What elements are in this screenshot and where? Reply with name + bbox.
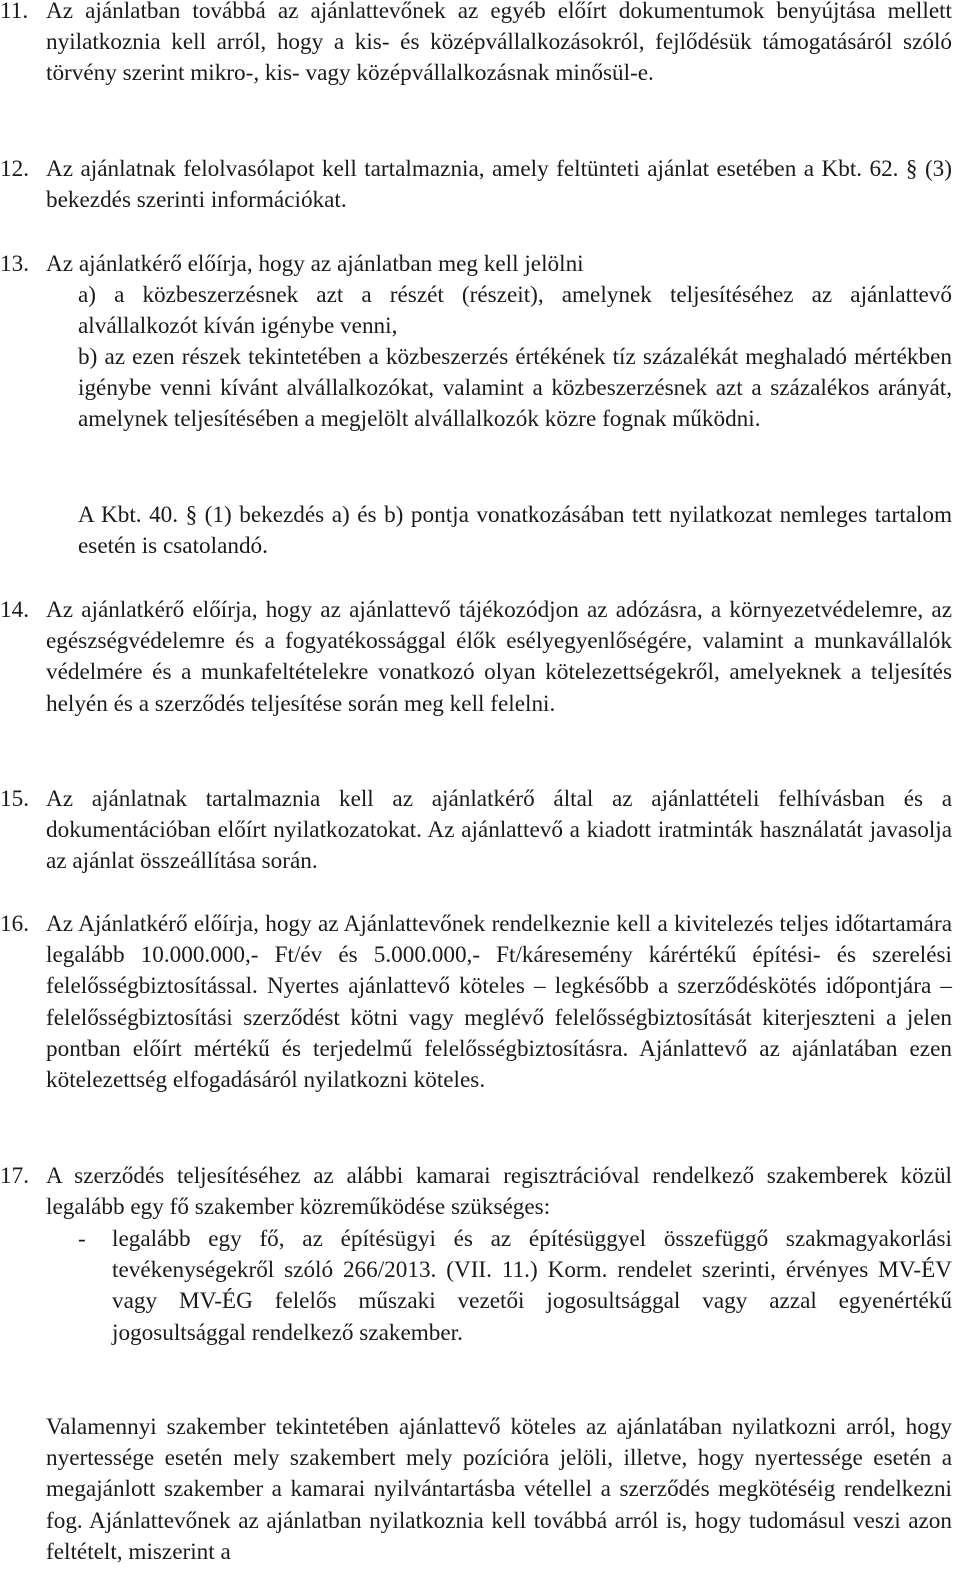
bullet-mark: - — [78, 1226, 86, 1252]
list-item-16 — [0, 909, 952, 1096]
item-number: 15. — [0, 786, 29, 812]
item-number: 11. — [0, 0, 29, 24]
item-intro: Az ajánlatkérő előírja, hogy az ajánlatban meg kell jelölni — [46, 251, 584, 277]
closing-paragraph: Valamennyi szakember tekintetében ajánlattevő köteles az ajánlatában nyilatkozni arról, hogy nyertessége esetén mely szakembert mely pozícióra jelöli, illetve, hogy nyertessége esetén a megajánlott szakember a kamarai nyilvántartásba vétellel a szerződés megkötéséig rendelkezni fog. Ajánlattevőnek az ajánlatban nyilatkoznia kell továbbá arról is, hogy tudomásul veszi azon feltételt, miszerint a — [46, 1414, 952, 1565]
item-number: 12. — [0, 156, 29, 182]
sub-item-b: b) az ezen részek tekintetében a közbeszerzés értékének tíz százalékát meghaladó mértékben igénybe venni kívánt alvállalkozókat, valamint a közbeszerzésnek azt a százalékos arányát, amelynek teljesítésében a megjelölt alvállalkozók közre fognak működni. — [78, 344, 952, 433]
item-number: 17. — [0, 1163, 29, 1189]
list-item-11 — [0, 0, 952, 90]
item-text: A szerződés teljesítéséhez az alábbi kamarai regisztrációval rendelkező szakemberek közül legalább egy fő szakember közreműködése szükséges: — [46, 1163, 952, 1221]
item-number: 13. — [0, 251, 29, 277]
item-text: Az Ajánlatkérő előírja, hogy az Ajánlattevőnek rendelkeznie kell a kivitelezés teljes időtartamára legalább 10.000.000,- Ft/év és 5.000.000,- Ft/káresemény kárértékű építési- és szerelési felelősségbiztosítással. Nyertes ajánlattevő köteles – legkésőbb a szerződéskötés időpontjára – felelősségbiztosítási szerződést kötni vagy meglévő felelősségbiztosítását kiterjeszteni a jelen pontban előírt mértékű és terjedelmű felelősségbiztosításra. Ajánlattevő az ajánlatában ezen kötelezettség elfogadásáról nyilatkozni köteles. — [46, 911, 952, 1094]
list-item-15 — [0, 784, 952, 878]
bullet-text: legalább egy fő, az építésügyi és az építésüggyel összefüggő szakmagyakorlási tevékenységekről szóló 266/2013. (VII. 11.) Korm. rendelet szerinti, érvényes MV-ÉV vagy MV-ÉG felelős műszaki vezetői jogosultsággal vagy azzal egyenértékű jogosultsággal rendelkező szakember. — [112, 1226, 952, 1346]
item-text: Az ajánlatkérő előírja, hogy az ajánlattevő tájékozódjon az adózásra, a környezetvédelemre, az egészségvédelemre és a fogyatékossággal élők esélyegyenlőségére, valamint a munkavállalók védelmére és a munkafeltételekre vonatkozó olyan kötelezettségekről, amelyeknek a teljesítés helyén és a szerződés teljesítése során meg kell felelni. — [46, 597, 952, 717]
list-item-14 — [0, 595, 952, 720]
item-text: Az ajánlatnak tartalmaznia kell az ajánlatkérő által az ajánlattételi felhívásban és a dokumentációban előírt nyilatkozatokat. Az ajánlattevő a kiadott iratminták használatát javasolja az ajánlat összeállítása során. — [46, 786, 952, 875]
item-note: A Kbt. 40. § (1) bekezdés a) és b) pontja vonatkozásában tett nyilatkozat nemleges tartalom esetén is csatolandó. — [78, 502, 952, 560]
item-number: 14. — [0, 597, 29, 623]
sub-item-a: a) a közbeszerzésnek azt a részét (részeit), amelynek teljesítéséhez az ajánlattevő alvállalkozót kíván igénybe venni, — [78, 282, 952, 340]
list-item-12 — [0, 154, 952, 216]
bullet-item — [78, 1224, 952, 1349]
list-item-17 — [0, 1161, 952, 1223]
item-number: 16. — [0, 911, 29, 937]
item-text: Az ajánlatnak felolvasólapot kell tartalmaznia, amely feltünteti ajánlat esetében a Kbt. 62. § (3) bekezdés szerinti információkat. — [46, 156, 952, 214]
list-item-13 — [0, 249, 952, 280]
item-text: Az ajánlatban továbbá az ajánlattevőnek az egyéb előírt dokumentumok benyújtása mellett nyilatkoznia kell arról, hogy a kis- és középvállalkozásokról, fejlődésük támogatásáról szóló törvény szerint mikro-, kis- vagy középvállalkozásnak minősül-e. — [46, 0, 952, 87]
